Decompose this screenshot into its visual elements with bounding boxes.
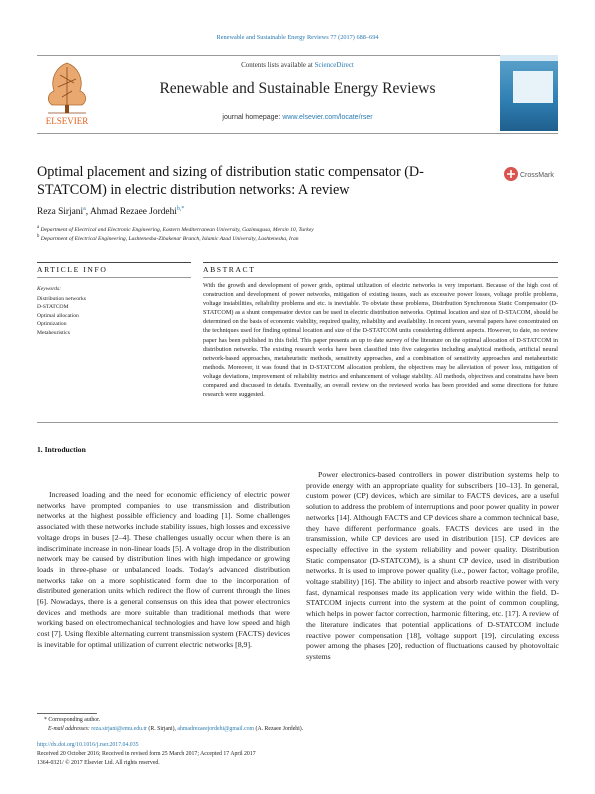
email-owner: (R. Sirjani), xyxy=(146,726,178,732)
contents-line xyxy=(100,61,495,69)
divider xyxy=(37,422,558,423)
affiliation-text: Department of Electrical Engineering, Lashtenesha-Zibakenar Branch, Islamic Azad University, Lashtenesha, Iran xyxy=(40,235,299,242)
author-affil-mark[interactable]: b,* xyxy=(176,206,185,212)
affiliation-mark: b xyxy=(37,234,40,239)
article-info-heading: ARTICLE INFO xyxy=(37,265,108,274)
journal-cover-thumbnail xyxy=(500,55,558,131)
intro-right-column: Power electronics-based controllers in power distribution systems help to provide energy with an appropriate quality for subscribers [10–13]. In general, custom power (CP) devices, which are similar to FACTS devices, are a useful solution to address the problem of interruptions and poor power quality in power networks [14]. Although FACTS and CP devices share a common technical base, they have different performance goals. FACTS devices are used in the transmission, while CP devices are used in distribution [15]. CP devices are especially effective in the system reliability and power quality. Distribution Static compensator (D-STATCOM), is a shunt CP device, used in distribution networks. It is used to improve power quality (i.e., power factor, voltage profile, voltage stability) [16]. The ability to inject and absorb reactive power with very fast, dynamical responses made its application very wide within the field. D-STATCOM injects current into the system at the point of common coupling, which helps in power factor correction, harmonic filtering, etc. [17]. A review of the literature indicates that potential applications of D-STATCOM include reactive power compensation [18], voltage support [19], circulating excess power among the phases [20], reduction of fluctuations caused by photovoltaic systems xyxy=(306,470,559,661)
divider xyxy=(203,262,558,263)
email-link[interactable]: reza.sirjani@emu.edu.tr xyxy=(91,726,147,732)
email-link[interactable]: ahmadrezaeejordehi@gmail.com xyxy=(177,726,255,732)
section-heading: 1. Introduction xyxy=(37,445,86,454)
homepage-line xyxy=(100,114,495,121)
divider xyxy=(37,262,191,263)
cover-panel xyxy=(513,71,553,103)
journal-reference[interactable]: Renewable and Sustainable Energy Reviews 77 (2017) 688–694 xyxy=(216,34,379,41)
affiliation-a xyxy=(37,225,314,233)
journal-title: Renewable and Sustainable Energy Reviews xyxy=(159,80,436,97)
keyword: Distribution networks xyxy=(37,296,86,302)
author-name: Ahmad Rezaee Jordehi xyxy=(89,207,177,218)
email-label: E-mail addresses: xyxy=(48,726,92,732)
keyword: D-STATCOM xyxy=(37,304,69,311)
homepage-link[interactable]: www.elsevier.com/locate/rser xyxy=(282,114,373,121)
crossmark-badge[interactable] xyxy=(503,166,558,182)
affiliation-text: Department of Electrical and Electronic Engineering, Eastern Mediterranean University, Gazimagusa, Mersin 10, Turkey xyxy=(40,226,314,233)
keyword: Optimization xyxy=(37,321,67,328)
publisher-name: ELSEVIER xyxy=(45,116,89,126)
email-line xyxy=(48,726,303,732)
affiliation-mark: a xyxy=(37,225,40,230)
divider xyxy=(203,277,558,278)
history-line: Received 20 October 2016; Received in revised form 25 March 2017; Accepted 17 April 2017 xyxy=(37,751,256,757)
intro-left-column: Increased loading and the need for economic efficiency of electric power networks have prompted companies to use transmission and distribution networks at the highest possible efficiency and loading [1]. Some challenges associated with these networks include stability issues, high losses and excessive voltage drops in buses [2–4]. These challenges usually occur when there is an indiscriminate increase in non-linear loads [5]. A voltage drop in the distribution network may be caused by distribution lines with high impedance or growing loads in three-phase or unbalanced loads. Today's advanced distribution networks take on a more sophisticated form due to the incorporation of distributed generation units which redirect the flow of current through the lines [6]. Nowadays, there is a general consensus on this idea that power electronics devices and methods are more suitable than traditional methods that were working based on electromechanical technologies and have low speed and high cost [7]. Using flexible alternating current transmission system (FACTS) devices is inevitable for optimal utilization of current electric networks [8,9]. xyxy=(37,490,290,649)
doi-link[interactable] xyxy=(37,742,139,748)
keywords-heading: Keywords: xyxy=(37,286,62,292)
sciencedirect-link[interactable]: ScienceDirect xyxy=(314,61,354,69)
copyright-line: 1364-0321/ © 2017 Elsevier Ltd. All rights reserved. xyxy=(37,760,160,766)
paper-title: Optimal placement and sizing of distribution static compensator (D-STATCOM) in electric distribution networks: A review xyxy=(37,164,424,198)
author-list: Reza Sirjani$^a$, Ahmad Rezaee Jordehi$^{b,*}$ xyxy=(37,206,185,218)
doi-url[interactable]: http://dx.doi.org/10.1016/j.rser.2017.04.035 xyxy=(37,742,139,748)
contents-prefix: Contents lists available at xyxy=(241,61,315,69)
footnote-divider xyxy=(37,713,97,714)
elsevier-logo xyxy=(38,57,96,129)
keywords-list xyxy=(37,295,86,337)
divider xyxy=(37,277,191,278)
keyword: Optimal allocation xyxy=(37,312,79,319)
cover-stripe xyxy=(500,55,558,61)
keyword: Metaheuristics xyxy=(37,329,70,336)
homepage-prefix: journal homepage: xyxy=(222,114,283,121)
abstract-heading: ABSTRACT xyxy=(203,265,256,274)
author-affil-mark[interactable]: a xyxy=(83,206,86,212)
affiliation-b xyxy=(37,234,299,242)
author-name: Reza Sirjani xyxy=(37,207,84,218)
crossmark-label: CrossMark xyxy=(520,172,554,179)
email-owner: (A. Rezaee Jordehi). xyxy=(254,726,304,732)
corresponding-author-note: * Corresponding author. xyxy=(44,717,101,723)
abstract-body: With the growth and development of power grids, optimal utilization of electric networks is very important. Because of the high cost of construction and development of power networks, mitigation of existing issues, such as excessive power losses, voltage profile problems, voltage instabilities, reliability problems and etc. is inevitable. To obviate these problems, Distribution Synchronous Static Compensator (D-STATCOM) as a shunt compensator device can be used in electric distribution networks. Optimal location and size of D-STACOM, should be determined on the basis of economic viability, required quality, reliability and availability. In recent years, several papers have concentrated on the techniques used for finding optimal location and size of the D-STATCOM units considering different aspects. However, to date, no review paper has been published in this field. This paper presents an up to date survey of the literature on the optimal allocation of D-STATCOM in distribution networks. The existing research works have been classified into five categories including analytical methods, artificial neural network-based approaches, metaheuristic methods, sensitivity approaches, and a combination of sensitivity approaches and metaheuristic methods. Moreover, it was found that in D-STATCOM allocation problem, the objectives may be alleviation of power loss, mitigation of voltage deviations, improvement of reliability metrics and enhancement of voltage stability. All methods, objectives and constrains have been compared and discussed in details. Eventually, an overall review on the reviewed works has been provided and some directions for future research were suggested. xyxy=(203,282,558,399)
